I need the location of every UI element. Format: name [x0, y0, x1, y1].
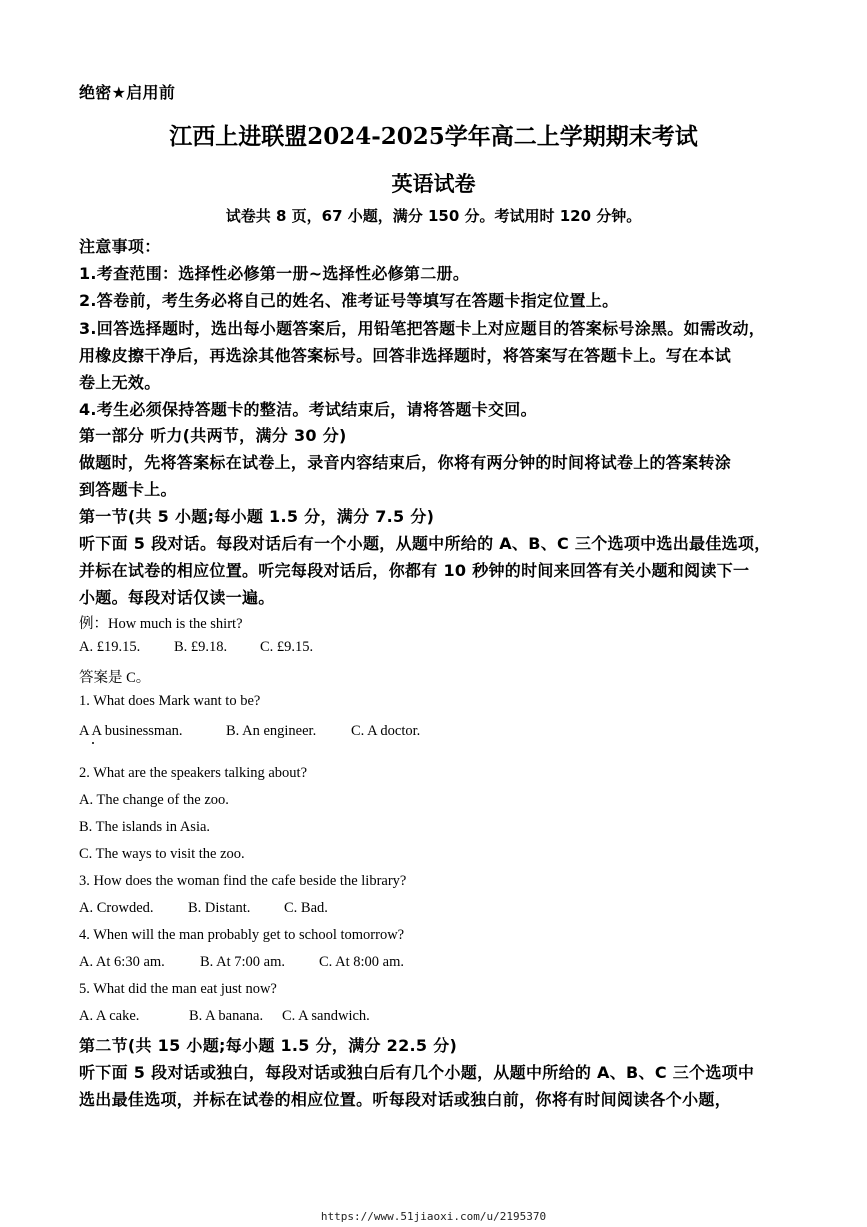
exam-info: 试卷共 8 页，67 小题，满分 150 分。考试用时 120 分钟。	[225, 207, 642, 225]
question-5-options	[79, 1008, 370, 1025]
confidential-label: 绝密★启用前	[79, 83, 176, 102]
example-answer: 答案是 C。	[79, 670, 151, 686]
question-2: 2. What are the speakers talking about?	[79, 765, 308, 781]
question-2-option-b: B. The islands in Asia.	[79, 819, 211, 835]
notice-item-3-line-2: 用橡皮擦干净后，再选涂其他答案标号。回答非选择题时，将答案写在答题卡上。写在本试	[79, 346, 732, 365]
section2-intro-line-1: 听下面 5 段对话或独白，每段对话或独白后有几个小题，从题中所给的 A、B、C 三个选项中	[79, 1063, 755, 1082]
question-4-options	[79, 954, 404, 971]
part1-heading: 第一部分 听力(共两节，满分 30 分)	[79, 426, 347, 445]
question-4: 4. When will the man probably get to school tomorrow?	[79, 927, 405, 943]
example-question: 例：How much is the shirt?	[79, 616, 243, 632]
section1-intro-line-2: 并标在试卷的相应位置。听完每段对话后，你都有 10 秒钟的时间来回答有关小题和阅读下一	[79, 561, 750, 580]
question-5-option-c: C. A sandwich.	[282, 1008, 370, 1024]
notice-item-1: 1.考查范围：选择性必修第一册~选择性必修第二册。	[79, 264, 470, 283]
notice-item-4: 4.考生必须保持答题卡的整洁。考试结束后，请将答题卡交回。	[79, 400, 537, 419]
part1-intro-line-2: 到答题卡上。	[79, 480, 177, 499]
question-5-option-a: A. A cake.	[79, 1008, 140, 1024]
question-3-option-b: B. Distant.	[188, 900, 251, 916]
section1-intro-line-3: 小题。每段对话仅读一遍。	[79, 588, 275, 607]
question-3-options	[79, 900, 328, 917]
question-1: 1. What does Mark want to be?	[79, 693, 261, 709]
exam-title: 江西上进联盟2024-2025学年高二上学期期末考试	[169, 123, 698, 150]
question-5-option-b: B. A banana.	[189, 1008, 264, 1024]
example-option-c: C. £9.15.	[260, 639, 314, 655]
question-2-option-c: C. The ways to visit the zoo.	[79, 846, 245, 862]
exam-subtitle: 英语试卷	[391, 171, 476, 196]
example-option-b: B. £9.18.	[174, 639, 228, 655]
notice-item-3-line-1: 3.回答选择题时，选出每小题答案后，用铅笔把答题卡上对应题目的答案标号涂黑。如需改动，	[79, 319, 766, 338]
part1-intro-line-1: 做题时，先将答案标在试卷上，录音内容结束后，你将有两分钟的时间将试卷上的答案转涂	[79, 453, 732, 472]
question-3-option-a: A. Crowded.	[79, 900, 154, 916]
question-3-option-c: C. Bad.	[284, 900, 328, 916]
notice-heading: 注意事项：	[79, 237, 161, 256]
section2-heading: 第二节(共 15 小题;每小题 1.5 分，满分 22.5 分)	[79, 1036, 458, 1055]
question-1-options	[79, 723, 420, 740]
notice-item-2: 2.答卷前，考生务必将自己的姓名、准考证号等填写在答题卡指定位置上。	[79, 291, 619, 310]
question-1-option-c: C. A doctor.	[351, 723, 421, 739]
question-4-option-c: C. At 8:00 am.	[319, 954, 404, 970]
question-3: 3. How does the woman find the cafe beside the library?	[79, 873, 407, 889]
question-4-option-a: A. At 6:30 am.	[79, 954, 165, 970]
footer-watermark[interactable]	[0, 1210, 867, 1223]
stray-dot	[92, 742, 94, 744]
question-2-option-a: A. The change of the zoo.	[79, 792, 229, 808]
example-options	[79, 639, 313, 656]
question-1-option-a: A A businessman.	[79, 723, 183, 739]
section2-intro-line-2: 选出最佳选项，并标在试卷的相应位置。听每段对话或独白前，你将有时间阅读各个小题，	[79, 1090, 732, 1109]
section1-heading: 第一节(共 5 小题;每小题 1.5 分，满分 7.5 分)	[79, 507, 435, 526]
example-option-a: A. £19.15.	[79, 639, 141, 655]
question-4-option-b: B. At 7:00 am.	[200, 954, 285, 970]
footer-url[interactable]: https://www.51jiaoxi.com/u/2195370	[320, 1210, 547, 1223]
notice-item-3-line-3: 卷上无效。	[79, 373, 161, 392]
section1-intro-line-1: 听下面 5 段对话。每段对话后有一个小题，从题中所给的 A、B、C 三个选项中选出最佳选项，	[79, 534, 771, 553]
question-5: 5. What did the man eat just now?	[79, 981, 277, 997]
question-1-option-b: B. An engineer.	[226, 723, 317, 739]
